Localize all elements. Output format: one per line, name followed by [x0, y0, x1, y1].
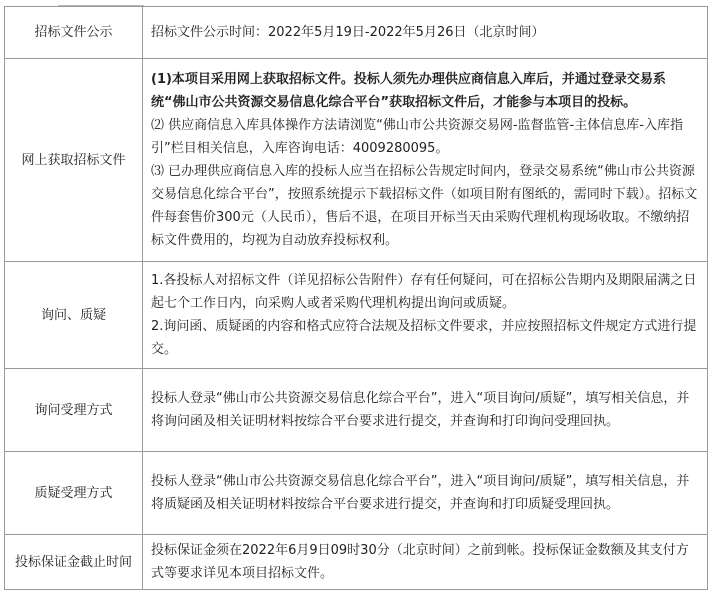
- row-label: 网上获取招标文件: [5, 59, 143, 262]
- online-retrieval-paragraph-3: ⑶ 已办理供应商信息入库的投标人应当在招标公告规定时间内，登录交易系统“佛山市公共资源交易信息化综合平台”，按照系统提示下载招标文件（如项目附有图纸的，需同时下载）。招标文件每套售价300元（人民币），售后不退，在项目开标当天由采购代理机构现场收取。不缴纳招标文件费用的，均视为自动放弃投标权利。: [151, 164, 698, 248]
- table-row-online-retrieval: [5, 59, 708, 262]
- objection-acceptance-text: 投标人登录“佛山市公共资源交易信息化综合平台”，进入“项目询问/质疑”，填写相关信息，并将质疑函及相关证明材料按综合平台要求进行提交，并查询和打印质疑受理回执。: [151, 474, 690, 512]
- row-label: 投标保证金截止时间: [5, 535, 143, 590]
- inquiry-paragraph-1: 1.各投标人对招标文件（详见招标公告附件）存有任何疑问，可在招标公告期内及期限届满之日起七个工作日内，向采购人或者采购代理机构提出询问或质疑。: [151, 273, 697, 311]
- table-row-objection-acceptance: [5, 452, 708, 535]
- row-content: [143, 452, 708, 535]
- online-retrieval-paragraph-2: ⑵ 供应商信息入库具体操作方法请浏览“佛山市公共资源交易网-监督监管-主体信息库-入库指引”栏目相关信息，入库咨询电话：4009280095。: [151, 118, 683, 156]
- inquiry-acceptance-text: 投标人登录“佛山市公共资源交易信息化综合平台”，进入“项目询问/质疑”，填写相关信息，并将询问函及相关证明材料按综合平台要求进行提交，并查询和打印询问受理回执。: [151, 391, 690, 429]
- row-content: [143, 535, 708, 590]
- row-content: [143, 369, 708, 452]
- table-row-inquiry-objection: [5, 262, 708, 369]
- online-retrieval-paragraph-1: (1)本项目采用网上获取招标文件。投标人须先办理供应商信息入库后，并通过登录交易系统“佛山市公共资源交易信息化综合平台”获取招标文件后，才能参与本项目的投标。: [151, 72, 666, 110]
- row-content: [143, 7, 708, 59]
- table-row-notice-period: [5, 7, 708, 59]
- notice-period-text: 招标文件公示时间：2022年5月19日-2022年5月26日（北京时间）: [151, 25, 545, 40]
- row-label: 询问、质疑: [5, 262, 143, 369]
- table-row-inquiry-acceptance: [5, 369, 708, 452]
- tender-info-table: [4, 6, 708, 590]
- row-label: 质疑受理方式: [5, 452, 143, 535]
- inquiry-paragraph-2: 2.询问函、质疑函的内容和格式应符合法规及招标文件要求，并应按照招标文件规定方式进行提交。: [151, 319, 697, 357]
- row-label: 招标文件公示: [5, 7, 143, 59]
- row-label: 询问受理方式: [5, 369, 143, 452]
- row-content: [143, 59, 708, 262]
- deposit-deadline-text: 投标保证金须在2022年6月9日09时30分（北京时间）之前到帐。投标保证金数额及其支付方式等要求详见本项目招标文件。: [151, 543, 689, 581]
- row-content: [143, 262, 708, 369]
- table-row-deposit-deadline: [5, 535, 708, 590]
